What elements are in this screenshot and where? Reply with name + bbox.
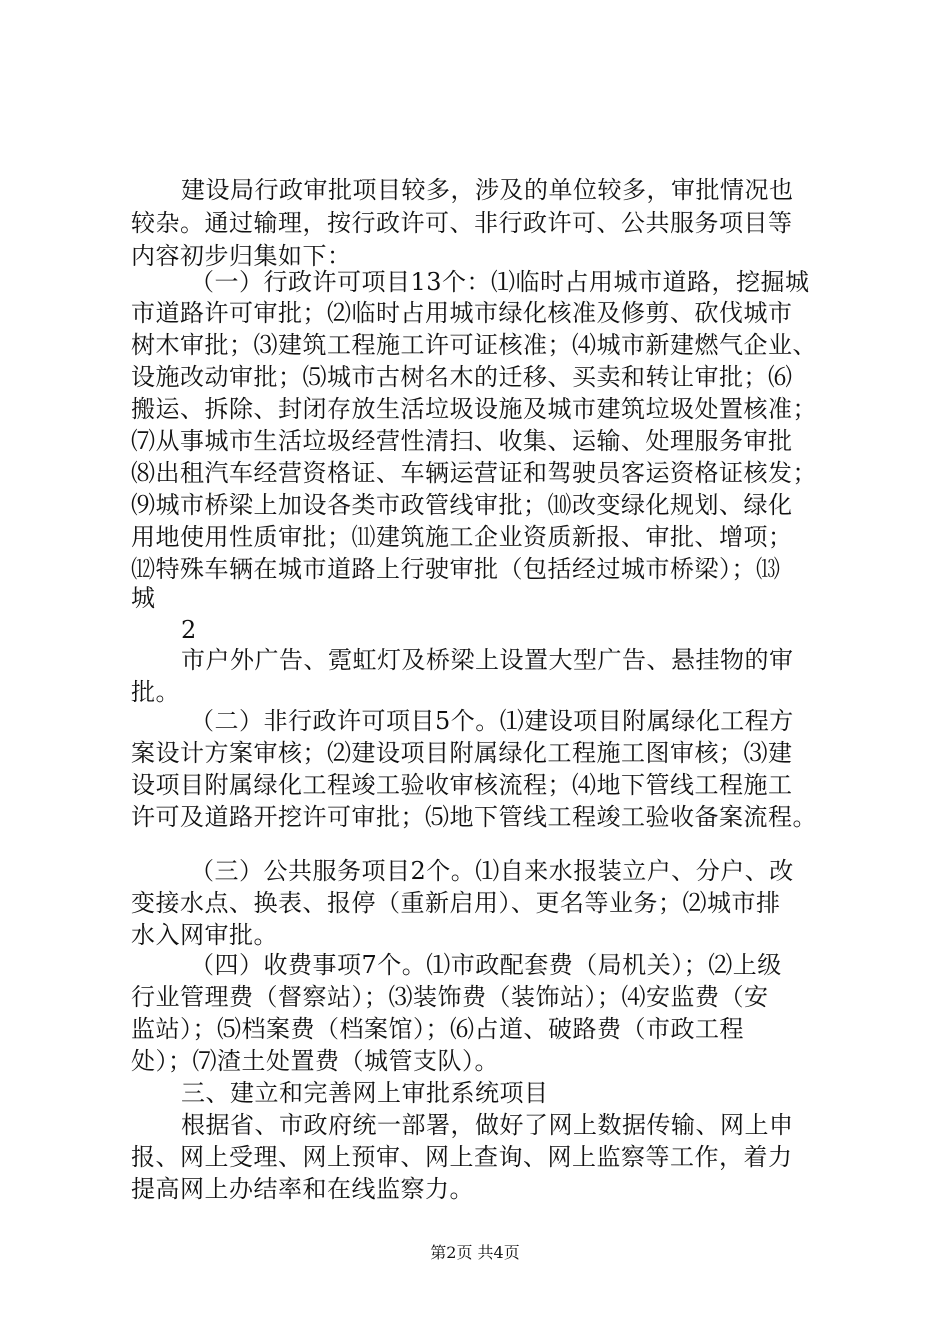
section-1-line-8: ⑼城市桥梁上加设各类市政管线审批；⑽改变绿化规划、绿化 bbox=[131, 491, 793, 519]
section-4-line-2: 行业管理费（督察站）；⑶装饰费（装饰站）；⑷安监费（安 bbox=[131, 983, 769, 1011]
section-4-line-1: （四）收费事项7个。⑴市政配套费（局机关）；⑵上级 bbox=[190, 951, 782, 979]
section-2-line-2: 案设计方案审核；⑵建设项目附属绿化工程施工图审核；⑶建 bbox=[131, 739, 793, 767]
section-2-line-3: 设项目附属绿化工程竣工验收审核流程；⑷地下管线工程施工 bbox=[131, 771, 793, 799]
inline-number: 2 bbox=[181, 616, 197, 644]
section-3-line-2: 变接水点、换表、报停（重新启用）、更名等业务；⑵城市排 bbox=[131, 889, 781, 917]
section-4-line-4: 处）；⑺渣土处置费（城管支队）。 bbox=[131, 1047, 499, 1075]
page-footer: 第2页 共4页 bbox=[430, 1243, 520, 1262]
section-1-continued-line-2: 批。 bbox=[131, 678, 180, 706]
section-2-line-4: 许可及道路开挖许可审批；⑸地下管线工程竣工验收备案流程。 bbox=[131, 803, 817, 831]
heading-section-three: 三、建立和完善网上审批系统项目 bbox=[181, 1079, 549, 1107]
paragraph-intro-line-2: 较杂。通过输理，按行政许可、非行政许可、公共服务项目等 bbox=[131, 209, 793, 237]
section-1-line-7: ⑻出租汽车经营资格证、车辆运营证和驾驶员客运资格证核发； bbox=[131, 459, 817, 487]
closing-paragraph-line-1: 根据省、市政府统一部署，做好了网上数据传输、网上申 bbox=[181, 1111, 794, 1139]
paragraph-intro-line-1: 建设局行政审批项目较多，涉及的单位较多，审批情况也 bbox=[181, 176, 794, 204]
section-4-line-3: 监站）；⑸档案费（档案馆）；⑹占道、破路费（市政工程 bbox=[131, 1015, 744, 1043]
section-1-line-5: 搬运、拆除、封闭存放生活垃圾设施及城市建筑垃圾处置核准； bbox=[131, 395, 817, 423]
paragraph-intro-line-3: 内容初步归集如下： bbox=[131, 242, 352, 270]
section-1-line-6: ⑺从事城市生活垃圾经营性清扫、收集、运输、处理服务审批 bbox=[131, 427, 793, 455]
section-3-line-1: （三）公共服务项目2个。⑴自来水报装立户、分户、改 bbox=[190, 857, 794, 885]
section-3-line-3: 水入网审批。 bbox=[131, 921, 278, 949]
section-1-line-4: 设施改动审批；⑸城市古树名木的迁移、买卖和转让审批；⑹ bbox=[131, 363, 793, 391]
closing-paragraph-line-3: 提高网上办结率和在线监察力。 bbox=[131, 1175, 474, 1203]
section-1-line-11: 城 bbox=[131, 584, 156, 612]
section-1-line-10: ⑿特殊车辆在城市道路上行驶审批（包括经过城市桥梁）；⒀ bbox=[131, 555, 781, 583]
section-1-continued-line-1: 市户外广告、霓虹灯及桥梁上设置大型广告、悬挂物的审 bbox=[181, 646, 794, 674]
closing-paragraph-line-2: 报、网上受理、网上预审、网上查询、网上监察等工作，着力 bbox=[131, 1143, 793, 1171]
section-2-line-1: （二）非行政许可项目5个。⑴建设项目附属绿化工程方 bbox=[190, 707, 794, 735]
section-1-line-3: 树木审批；⑶建筑工程施工许可证核准；⑷城市新建燃气企业、 bbox=[131, 331, 817, 359]
section-1-line-9: 用地使用性质审批；⑾建筑施工企业资质新报、审批、增项； bbox=[131, 523, 793, 551]
section-1-line-1: （一）行政许可项目13个：⑴临时占用城市道路，挖掘城 bbox=[190, 268, 810, 296]
section-1-line-2: 市道路许可审批；⑵临时占用城市绿化核准及修剪、砍伐城市 bbox=[131, 299, 793, 327]
